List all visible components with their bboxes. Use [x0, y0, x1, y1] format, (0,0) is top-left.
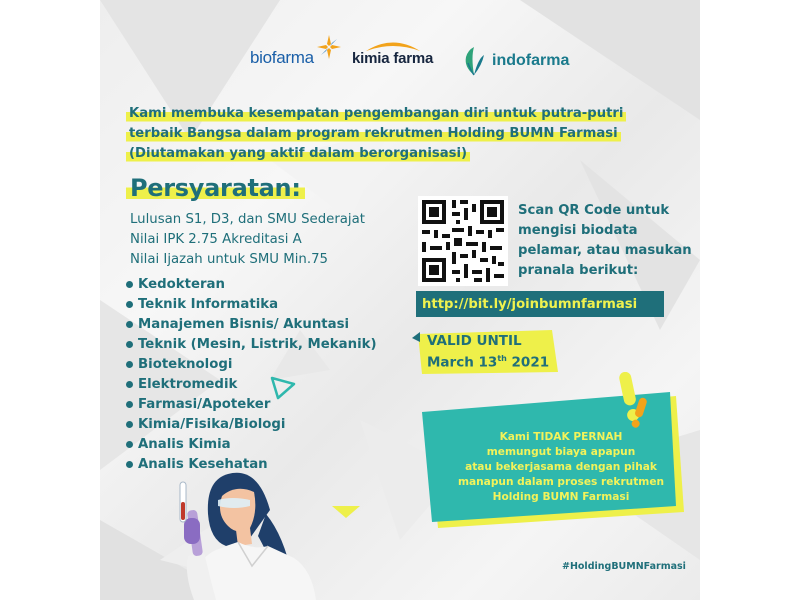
registration-link-bar[interactable] [416, 291, 664, 317]
valid-until-badge [412, 328, 560, 376]
major-label: Elektromedik [138, 376, 238, 392]
requirement-item: Nilai Ijazah untuk SMU Min.75 [130, 252, 328, 267]
intro-text [126, 104, 666, 164]
requirement-item: Nilai IPK 2.75 Akreditasi A [130, 232, 302, 247]
warning-line: memungut biaya apapun [486, 446, 636, 458]
scan-line: pelamar, atau masukan [518, 243, 692, 258]
requirements-list [130, 210, 365, 270]
valid-date-main: March 13 [427, 354, 498, 371]
triangle-outline-icon [268, 374, 298, 402]
bullet-icon [126, 361, 133, 368]
qr-code[interactable] [418, 196, 508, 286]
major-item [126, 274, 377, 294]
requirement-item: Lulusan S1, D3, dan SMU Sederajat [130, 212, 365, 227]
bullet-icon [126, 401, 133, 408]
bullet-icon [126, 461, 133, 468]
intro-line: (Diutamakan yang aktif dalam berorganisasi) [126, 144, 470, 164]
major-item [126, 374, 377, 394]
bullet-icon [126, 321, 133, 328]
valid-text [412, 328, 560, 376]
bullet-icon [126, 281, 133, 288]
intro-line: Kami membuka kesempatan pengembangan diri untuk putra-putri [126, 104, 626, 124]
bullet-icon [126, 421, 133, 428]
recruitment-poster [100, 0, 700, 600]
indofarma-leaf-icon [460, 45, 488, 77]
major-label: Farmasi/Apoteker [138, 396, 271, 412]
biofarma-star-icon [316, 34, 342, 60]
warning-box [418, 372, 688, 532]
major-label: Manajemen Bisnis/ Akuntasi [138, 316, 350, 332]
intro-line: terbaik Bangsa dalam program rekrutmen Holding BUMN Farmasi [126, 124, 621, 144]
valid-label: VALID UNTIL [427, 333, 522, 350]
valid-date-year: 2021 [506, 354, 550, 371]
biofarma-logo-text: biofarma [250, 48, 314, 67]
warning-line: Kami TIDAK PERNAH [499, 431, 623, 443]
bullet-icon [126, 441, 133, 448]
major-item [126, 434, 377, 454]
indofarma-logo-text: indofarma [492, 52, 570, 69]
valid-date-suffix: th [497, 354, 507, 364]
scan-line: mengisi biodata [518, 223, 638, 238]
major-item [126, 314, 377, 334]
major-label: Analis Kimia [138, 436, 231, 452]
valid-date [427, 350, 560, 372]
major-item [126, 394, 377, 414]
warning-line: Holding BUMN Farmasi [492, 491, 630, 503]
hashtag: #HoldingBUMNFarmasi [562, 561, 686, 572]
registration-link[interactable]: http://bit.ly/joinbumnfarmasi [422, 296, 638, 312]
major-label: Teknik Informatika [138, 296, 279, 312]
scan-line: Scan QR Code untuk [518, 203, 670, 218]
major-item [126, 354, 377, 374]
kimiafarma-logo-text: kimia farma [352, 50, 434, 67]
bullet-icon [126, 301, 133, 308]
major-label: Kimia/Fisika/Biologi [138, 416, 286, 432]
warning-line: manapun dalam proses rekrutmen [457, 476, 665, 488]
indofarma-logo [460, 45, 569, 77]
major-label: Bioteknologi [138, 356, 233, 372]
major-label: Teknik (Mesin, Listrik, Mekanik) [138, 336, 377, 352]
scan-line: pranala berikut: [518, 263, 639, 278]
majors-list [126, 274, 377, 474]
requirements-title: Persyaratan: [126, 174, 305, 202]
bullet-icon [126, 381, 133, 388]
scan-instructions [518, 201, 698, 281]
major-item [126, 294, 377, 314]
warning-line: atau bekerjasama dengan pihak [465, 461, 657, 473]
scientist-illustration [154, 466, 354, 600]
bullet-icon [126, 341, 133, 348]
warning-text [438, 430, 684, 505]
major-label: Analis Kesehatan [138, 456, 268, 472]
biofarma-logo [250, 48, 342, 68]
major-item [126, 334, 377, 354]
major-label: Kedokteran [138, 276, 225, 292]
kimiafarma-logo [352, 38, 433, 67]
major-item [126, 414, 377, 434]
